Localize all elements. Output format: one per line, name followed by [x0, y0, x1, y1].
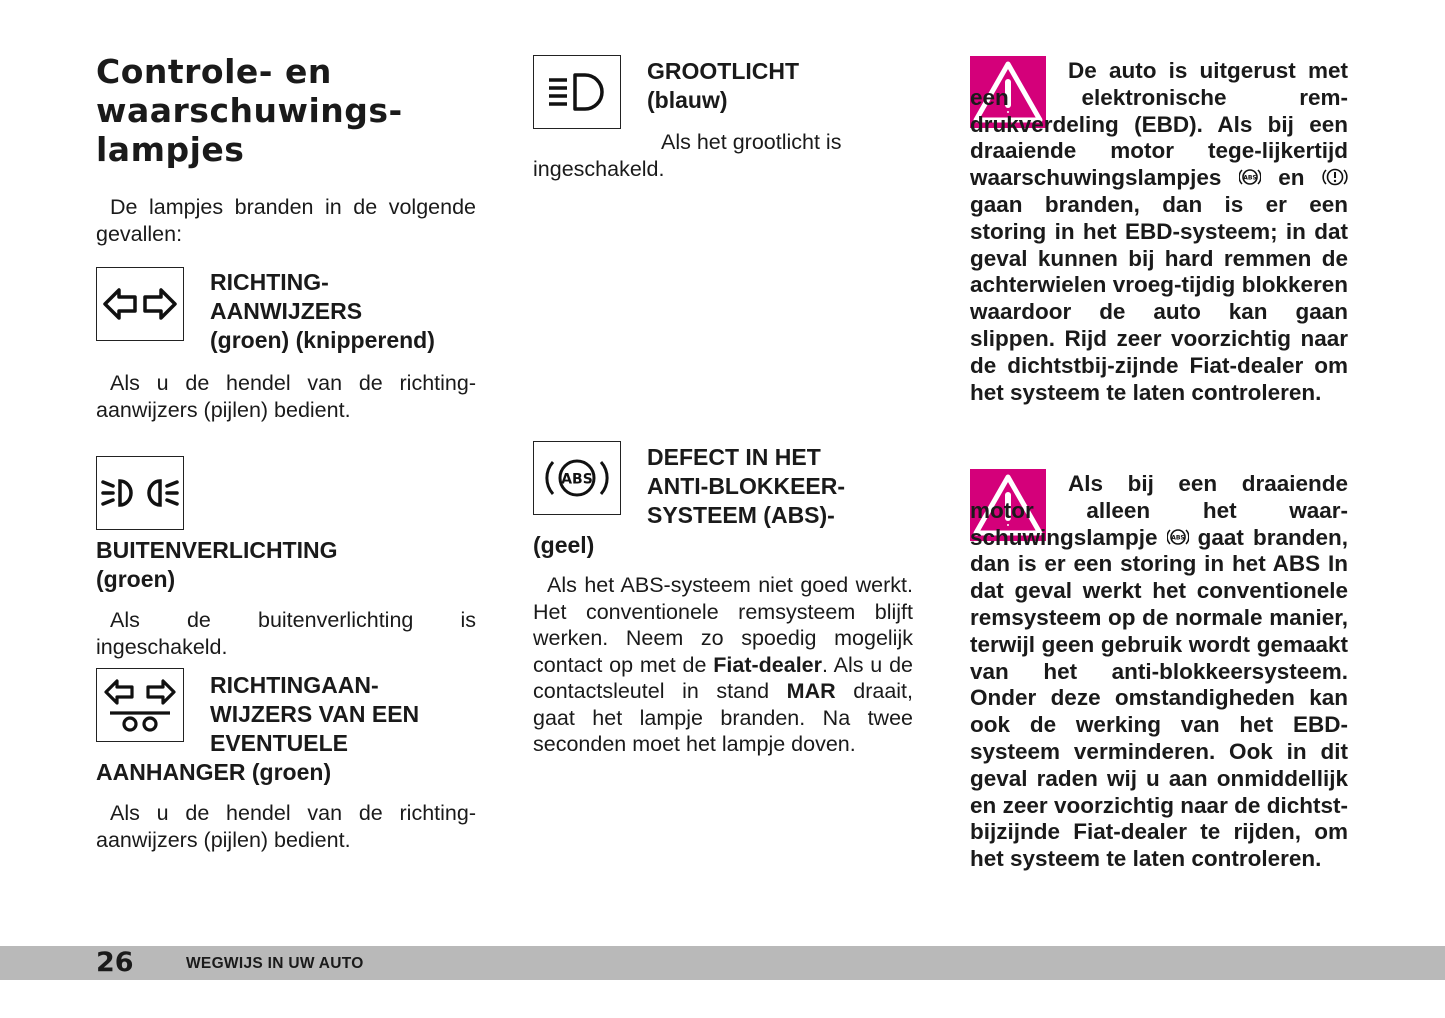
turn-signals-text: Als u de hendel van de richting-aanwijzers (pijlen) bedient.	[96, 371, 476, 422]
exterior-lights-heading: BUITENVERLICHTING (groen)	[96, 537, 338, 592]
trailer-signals-heading: RICHTINGAAN- WIJZERS VAN EEN EVENTUELE	[210, 672, 420, 756]
abs-text: Als het ABS-systeem niet goed werkt. Het conventionele remsysteem blijft werken. Neem zo spoedig mogelijk contact op met de Fiat-dealer. Als u de contactsleutel in stand MAR draait, gaat het lampje branden. Na twee seconden moet het lampje doven.	[533, 573, 913, 756]
page-title: Controle- en waarschuwings- lampjes	[96, 52, 403, 169]
section-title: WEGWIJS IN UW AUTO	[186, 955, 364, 972]
ebd-warning-text: De auto is uitgerust met een elektronische rem-drukverdeling (EBD). Als bij een draaiende motor tege-lijkertijd waarschuwingslampjes ABS en gaan branden, dan is er een storing in het EBD-systeem; in dat geval kunnen bij hard remmen de achterwielen vroeg-tijdig blokkeren waardoor de auto kan gaan slippen. Rijd zeer voorzichtig naar de dichtstbij-zijnde Fiat-dealer om het systeem te laten controleren.	[970, 58, 1348, 405]
abs-icon	[1167, 526, 1189, 548]
high-beam-text: Als het grootlicht is ingeschakeld.	[533, 130, 842, 181]
intro-text: De lampjes branden in de volgende gevallen:	[96, 195, 476, 246]
abs-icon	[533, 441, 621, 515]
page-number: 26	[96, 947, 134, 978]
svg-text:ABS: ABS	[1243, 174, 1257, 182]
high-beam-heading: GROOTLICHT (blauw)	[647, 58, 800, 113]
abs-warning-text: Als bij een draaiende motor alleen het waar-schuwingslampje ABS gaat branden, dan is er een storing in het ABS In dat geval werkt het conventionele remsysteem op de normale manier, terwijl geen gebruik wordt gemaakt van het anti-blokkeersysteem. Onder deze omstandigheden kan ook de werking van het EBD-systeem verminderen. Ook in dit geval raden wij u aan onmiddellijk en zeer voorzichtig naar de dichtst-bijzijnde Fiat-dealer te rijden, om het systeem te laten controleren.	[970, 471, 1348, 872]
abs-icon	[1239, 166, 1261, 188]
abs-heading: DEFECT IN HET ANTI-BLOKKEER- SYSTEEM (ABS)-	[647, 444, 846, 528]
trailer-turn-signal-icon	[96, 668, 184, 742]
exterior-lights-text: Als de buitenverlichting is ingeschakeld.	[96, 608, 476, 659]
svg-text:ABS: ABS	[561, 471, 593, 488]
turn-signal-arrows-icon	[96, 267, 184, 341]
svg-text:ABS: ABS	[1170, 534, 1185, 542]
high-beam-icon	[533, 55, 621, 129]
abs-heading-cont: (geel)	[533, 532, 595, 558]
brake-warning-icon	[1322, 166, 1348, 188]
side-lights-icon	[96, 456, 184, 530]
trailer-signals-text: Als u de hendel van de richting-aanwijzers (pijlen) bedient.	[96, 801, 476, 852]
trailer-signals-heading-cont: AANHANGER (groen)	[96, 759, 332, 785]
turn-signals-heading: RICHTING- AANWIJZERS (groen) (knipperend)	[210, 269, 435, 353]
